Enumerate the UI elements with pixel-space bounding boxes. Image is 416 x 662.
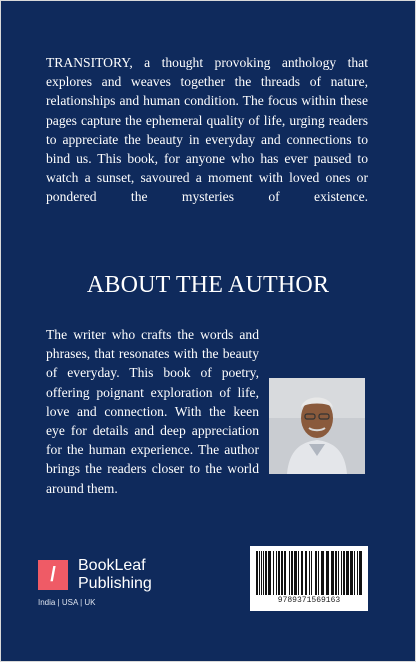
barcode-bar: [256, 551, 258, 595]
isbn-barcode: [250, 546, 368, 611]
barcode-bar: [291, 551, 293, 595]
barcode-bar: [357, 551, 358, 595]
barcode-bar: [315, 551, 317, 595]
barcode-bar: [338, 551, 339, 595]
publisher-name-line1: BookLeaf: [78, 557, 146, 574]
barcode-bar: [276, 551, 277, 595]
author-photo: [269, 378, 365, 474]
barcode-bars: [256, 551, 362, 595]
barcode-bar: [284, 551, 286, 595]
author-bio: The writer who crafts the words and phrases, that resonates with the beauty of everyday. This book of poetry, offering poignant exploration of life, love and connection. With the keen eye for details and deep appreciation for the human experience. The author brings the readers closer to the world around them.: [46, 327, 259, 496]
barcode-bar: [281, 551, 283, 595]
barcode-bar: [359, 551, 362, 595]
publisher-regions: India | USA | UK: [38, 598, 96, 607]
barcode-bar: [263, 551, 264, 595]
publisher-logo: [38, 557, 198, 607]
barcode-bar: [268, 551, 271, 595]
barcode-bar: [265, 551, 267, 595]
barcode-bar: [346, 551, 349, 595]
barcode-bar: [341, 551, 342, 595]
barcode-bar: [350, 551, 353, 595]
barcode-bar: [331, 551, 334, 595]
author-portrait-icon: [269, 378, 365, 474]
isbn-number: 9789371569163: [277, 596, 341, 605]
barcode-bar: [261, 551, 262, 595]
publisher-mark-icon: /: [38, 560, 68, 590]
barcode-bar: [335, 551, 337, 595]
barcode-bar: [298, 551, 299, 595]
barcode-bar: [278, 551, 280, 595]
about-author-heading: ABOUT THE AUTHOR: [86, 272, 330, 298]
barcode-bar: [326, 551, 329, 595]
publisher-name-line2: Publishing: [78, 575, 152, 592]
barcode-bar: [309, 551, 310, 595]
barcode-bar: [273, 551, 274, 595]
book-blurb: TRANSITORY, a thought provoking anthology that explores and weaves together the threads of nature, relationships and human condition. The focus within these pages capture the ephemeral quality of life, urging readers to appreciate the beauty in everyday and connections to bind us. This book, for anyone who has ever paused to watch a sunset, savoured a moment with loved ones or pondered the mysteries of existence.: [46, 55, 368, 205]
barcode-bar: [311, 551, 312, 595]
barcode-bar: [318, 551, 319, 595]
barcode-bar: [354, 551, 355, 595]
barcode-bar: [321, 551, 324, 595]
barcode-bar: [301, 551, 303, 595]
barcode-bar: [259, 551, 260, 595]
barcode-bar: [294, 551, 297, 595]
barcode-bar: [289, 551, 290, 595]
barcode-bar: [305, 551, 307, 595]
barcode-bar: [343, 551, 345, 595]
